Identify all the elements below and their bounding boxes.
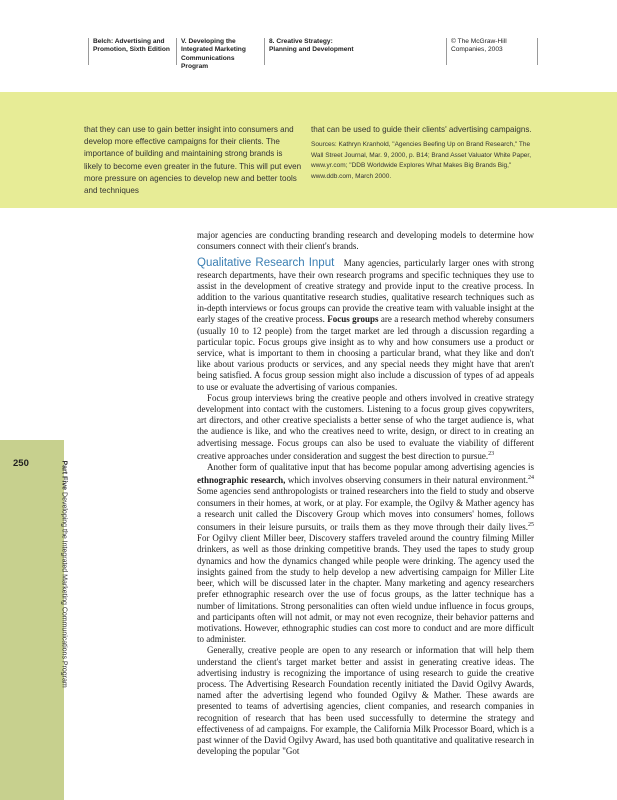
feature-box [0, 92, 617, 208]
running-header [88, 38, 533, 88]
footnote-ref: 24 [528, 475, 535, 482]
creative-research-paragraph: Generally, creative people are open to any research or information that will help them understand the client's target market better and assist in generating creative ideas. The advertising industry is recognizing the importance of using research to guide the creative process. The Advertising Research Foundation recently initiated the David Ogilvy Awards, named after the advertising legend who founded Ogilvy & Mather. These awards are presented to teams of advertising agencies, client companies, and research companies in recognition of research that has been used successfully to determine the strategy and effectiveness of ad campaigns. For example, the California Milk Processor Board, which is a past winner of the David Ogilvy Award, has used both quantitative and qualitative research in developing the popular "Got [197, 645, 534, 757]
term-ethnographic-research: ethnographic research, [197, 475, 286, 486]
intro-paragraph: major agencies are conducting branding research and developing models to determine how consumers connect with their client's brands. [197, 230, 534, 252]
feature-box-left-column: that they can use to gain better insight into consumers and develop more effective campaigns for their clients. The importance of building and maintaining strong brands is likely to become even greater in the future. This will put even more pressure on agencies to develop new and better tools and techniques [84, 125, 302, 196]
feature-box-sources: Sources: Kathryn Kranhold, "Agencies Beefing Up on Brand Research," The Wall Street Journal, Mar. 9, 2000, p. B14; Brand Asset Valuator White Paper, www.yr.com; "DDB Worldwide Explores What Makes Big Brands Big," www.ddb.com, March 2000. [311, 141, 532, 180]
part-label: Part Five [60, 460, 68, 491]
footnote-ref: 25 [528, 522, 534, 529]
term-focus-groups: Focus groups [327, 314, 379, 325]
feature-box-right-column [311, 124, 533, 182]
qualitative-research-paragraph: Qualitative Research Input Many agencies, particularly larger ones with strong research departments, have their own research programs and specific techniques they use to assist in the development of creative strategy and provide input to the creative process. In addition to the various quantitative research studies, qualitative research techniques such as in-depth interviews or focus groups can provide the creative team with valuable insight at the early stages of the creative process. Focus groups are a research method whereby consumers (usually 10 to 12 people) from the target market are led through a discussion regarding a particular topic. Focus groups give insight as to why and how consumers use a product or service, what is important to them in choosing a particular brand, what they like and don't like about various products or services, and any special needs they might have that aren't being satisfied. A focus group session might also include a discussion of types of ad appeals to use or evaluate the advertising of various companies. [197, 257, 535, 392]
vertical-part-label [61, 461, 68, 761]
header-copyright: © The McGraw-Hill Companies, 2003 [446, 38, 538, 65]
ethnographic-paragraph: Another form of qualitative input that has become popular among advertising agencies is ethnographic research, which involves observing consumers in their natural environment.$^{24}$ Some agencies send anthropologists or trained researchers into the field to study and observe consumers in their homes, at work, or at play. For example, the Ogilvy & Mather agency has a research unit called the Discovery Group which moves into consumers' homes, follows consumers in their leisure pursuits, or trails them as they move through their daily lives.$^{25}$ For Ogilvy client Miller beer, Discovery staffers traveled around the country filming Miller drinkers, as well as those drinking competitive brands. They used the tapes to study group dynamics and how the dynamics changed while people were drinking. The agency used the insights gained from the study to help develop a new advertising campaign for Miller Lite beer, which will be discussed later in the chapter. Many marketing and agency researchers prefer ethnographic research over the use of focus groups, as the latter technique has a number of limitations. Strong personalities can often wield undue influence in focus groups, and participants often will not admit, or may not even recognize, their behavior patterns and motivations. However, ethnographic studies can cost more to conduct and are more difficult to administer. [197, 462, 535, 645]
footnote-ref: 23 [488, 450, 495, 457]
page-number: 250 [13, 458, 29, 469]
main-text-column [197, 230, 534, 757]
header-chapter-title: 8. Creative Strategy: Planning and Development [264, 38, 379, 65]
header-part-title: V. Developing the Integrated Marketing Communications Program [176, 38, 263, 65]
section-heading: Qualitative Research Input [197, 257, 335, 270]
header-book-title: Belch: Advertising and Promotion, Sixth Edition [88, 38, 173, 65]
focus-group-paragraph: Focus group interviews bring the creative people and others involved in creative strategy development into contact with the customers. Listening to a focus group gives copywriters, art directors, and other creative specialists a better sense of who the target audience is, what the audience is like, and who the creatives need to write, design, or direct to in creating an advertising message. Focus groups can also be used to evaluate the viability of different creative approaches under consideration and suggest the best direction to pursue.$^{23}$ [197, 392, 534, 461]
side-tab [0, 440, 64, 800]
feature-box-closing-text: that can be used to guide their clients' advertising campaigns. [311, 125, 532, 134]
part-title: Developing the Integrated Marketing Communications Program [60, 492, 68, 688]
